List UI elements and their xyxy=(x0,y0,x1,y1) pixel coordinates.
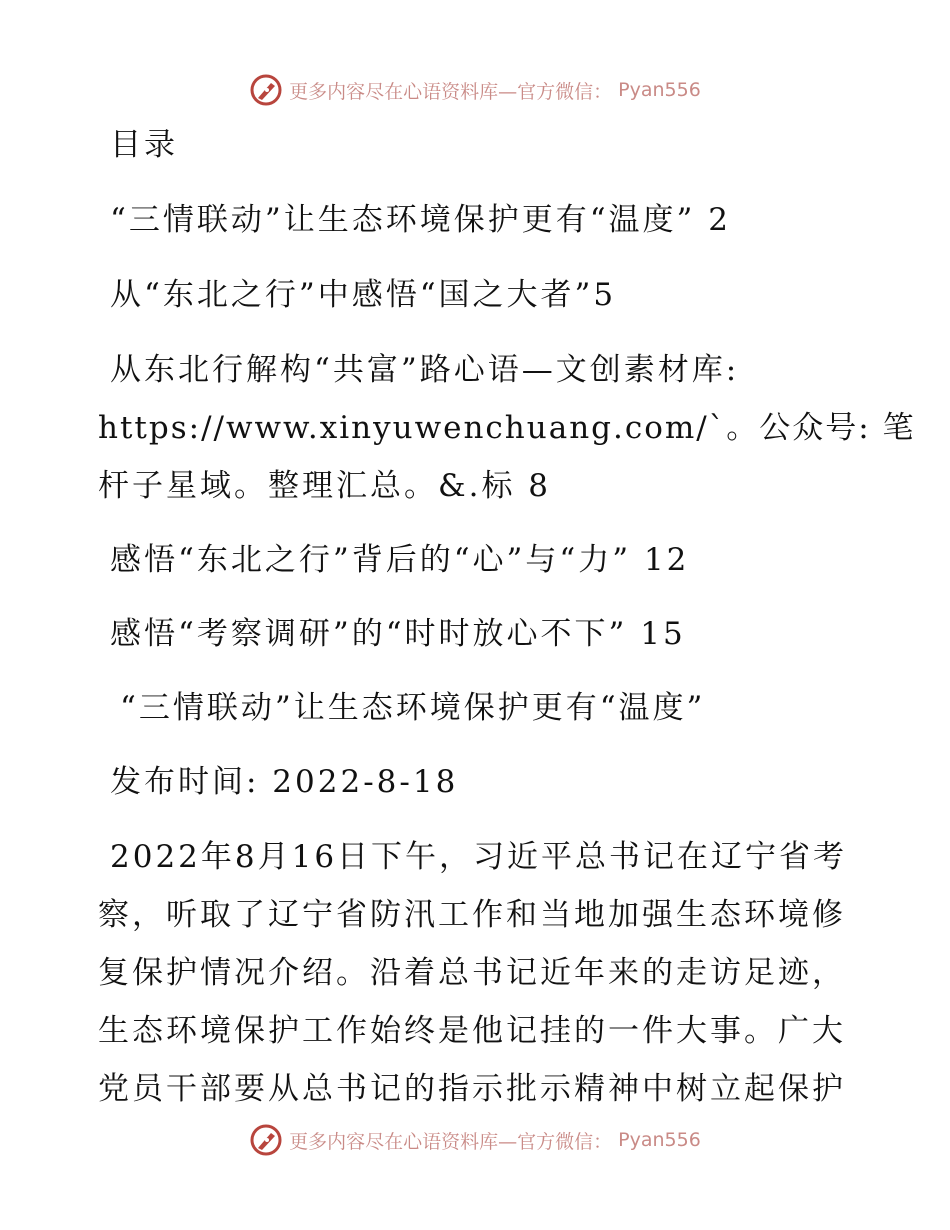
article-title: “三情联动”让生态环境保护更有“温度” xyxy=(120,690,706,726)
body-line: 察，听取了辽宁省防汛工作和当地加强生态环境修 xyxy=(98,897,846,933)
toc-entry: 感悟“东北之行”背后的“心”与“力” 12 xyxy=(110,542,690,578)
watermark-wechat-id: Pyan556 xyxy=(618,1129,701,1151)
body-line: 2022年8月16日下午，习近平总书记在辽宁省考 xyxy=(110,839,848,875)
pen-nib-circle-icon xyxy=(249,1123,283,1157)
pen-nib-circle-icon xyxy=(249,73,283,107)
watermark-text: 更多内容尽在心语资料库—官方微信： xyxy=(289,80,613,103)
toc-entry: “三情联动”让生态环境保护更有“温度” 2 xyxy=(110,202,731,238)
watermark-wechat-id: Pyan556 xyxy=(618,79,701,101)
toc-entry: 从“东北之行”中感悟“国之大者”5 xyxy=(110,277,617,313)
toc-entry-continued: 杆子星域。整理汇总。&.标 8 xyxy=(98,468,552,504)
watermark-header xyxy=(0,70,950,110)
toc-title: 目录 xyxy=(110,127,178,163)
toc-entry: 从东北行解构“共富”路心语—文创素材库: xyxy=(110,352,740,388)
watermark-footer xyxy=(0,1120,950,1160)
toc-entry: 感悟“考察调研”的“时时放心不下” 15 xyxy=(110,616,686,652)
watermark-text: 更多内容尽在心语资料库—官方微信： xyxy=(289,1130,613,1153)
toc-entry-continued: https://www.xinyuwenchuang.com/`。公众号: 笔 xyxy=(98,410,916,446)
body-line: 复保护情况介绍。沿着总书记近年来的走访足迹， xyxy=(98,955,846,991)
body-line: 党员干部要从总书记的指示批示精神中树立起保护 xyxy=(98,1071,846,1107)
body-line: 生态环境保护工作始终是他记挂的一件大事。广大 xyxy=(98,1013,846,1049)
publish-date: 发布时间: 2022-8-18 xyxy=(110,764,459,800)
